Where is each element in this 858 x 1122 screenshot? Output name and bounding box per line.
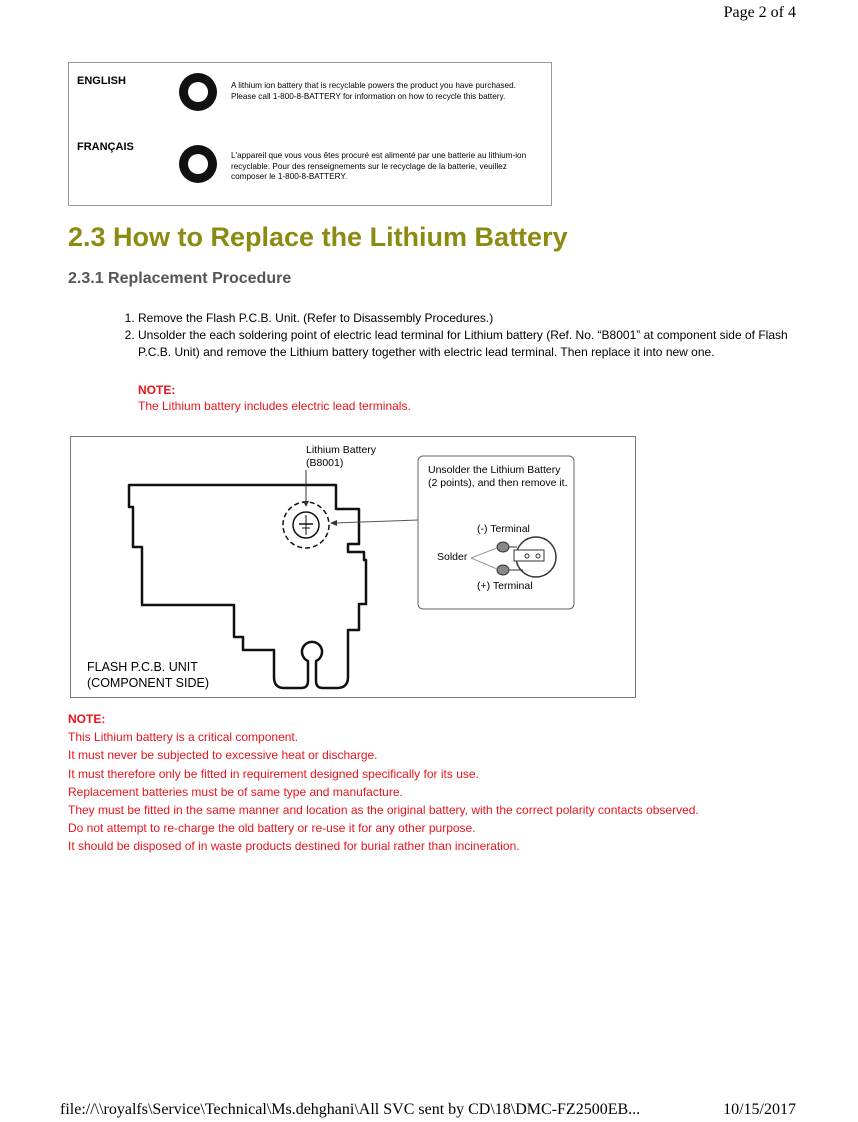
battery-diagram: [70, 436, 636, 698]
note-lead-terminals: [138, 382, 411, 414]
note-line: It must never be subjected to excessive heat or discharge.: [68, 748, 378, 763]
section-subtitle: 2.3.1 Replacement Procedure: [68, 270, 292, 287]
solder-pad-positive: [497, 565, 509, 575]
footer-file-path: file://\\royalfs\Service\Technical\Ms.dehghani\All SVC sent by CD\18\DMC-FZ2500EB...: [60, 1101, 641, 1118]
page-number: Page 2 of 4: [723, 4, 796, 21]
note-line: They must be fitted in the same manner and location as the original battery, with the correct polarity contacts observed.: [68, 803, 699, 818]
pcb-outline: [129, 485, 366, 688]
note-line: This Lithium battery is a critical component.: [68, 730, 299, 745]
footer-date: 10/15/2017: [723, 1101, 796, 1118]
callout-line1: Unsolder the Lithium Battery: [428, 464, 561, 476]
callout-line2: (2 points), and then remove it.: [428, 477, 568, 489]
note-line: It must therefore only be fitted in requirement designed specifically for its use.: [68, 766, 479, 781]
negative-terminal-label: (-) Terminal: [477, 523, 530, 535]
section-title: 2.3 How to Replace the Lithium Battery: [68, 222, 568, 252]
note-line: Do not attempt to re-charge the old battery or re-use it for any other purpose.: [68, 821, 476, 836]
step-item: 2. Unsolder the each soldering point of electric lead terminal for Lithium battery (Ref. No. “B8001” at component side of Flash P.C.B. Unit) and remove the Lithium battery together with electric lead terminal. Then replace it into new one.: [138, 327, 798, 361]
solder-pad-negative: [497, 542, 509, 552]
note-label: NOTE:: [68, 712, 106, 726]
french-text: L'appareil que vous vous êtes procuré est alimenté par une batterie au lithium-ion recyclable. Pour des renseignements sur le recyclage de la batterie, veuillez composer le 1-800-8-BATTERY.: [231, 151, 527, 181]
recycle-seal-icon: [179, 145, 217, 183]
english-text: A lithium ion battery that is recyclable powers the product you have purchased. Please call 1-800-8-BATTERY for information on how to recycle this battery.: [231, 81, 516, 101]
note-line: It should be disposed of in waste products destined for burial rather than incineration.: [68, 839, 520, 854]
recycle-notice-box: [68, 62, 552, 206]
critical-component-note: [68, 710, 699, 856]
procedure-steps: [114, 310, 798, 361]
note-line: Replacement batteries must be of same type and manufacture.: [68, 784, 403, 799]
battery-label: Lithium Battery: [306, 444, 377, 456]
unit-label-line2: (COMPONENT SIDE): [87, 676, 209, 690]
step-item: 1. Remove the Flash P.C.B. Unit. (Refer to Disassembly Procedures.): [138, 310, 798, 327]
note-text: The Lithium battery includes electric lead terminals.: [138, 399, 411, 413]
solder-label: Solder: [437, 551, 468, 563]
callout-arrow: [335, 520, 418, 523]
english-label: ENGLISH: [77, 75, 126, 87]
positive-terminal-label: (+) Terminal: [477, 580, 533, 592]
recycle-seal-icon: [179, 73, 217, 111]
battery-ref: (B8001): [306, 457, 344, 469]
unit-label-line1: FLASH P.C.B. UNIT: [87, 660, 198, 674]
note-label: NOTE:: [138, 383, 176, 397]
french-label: FRANÇAIS: [77, 141, 134, 153]
